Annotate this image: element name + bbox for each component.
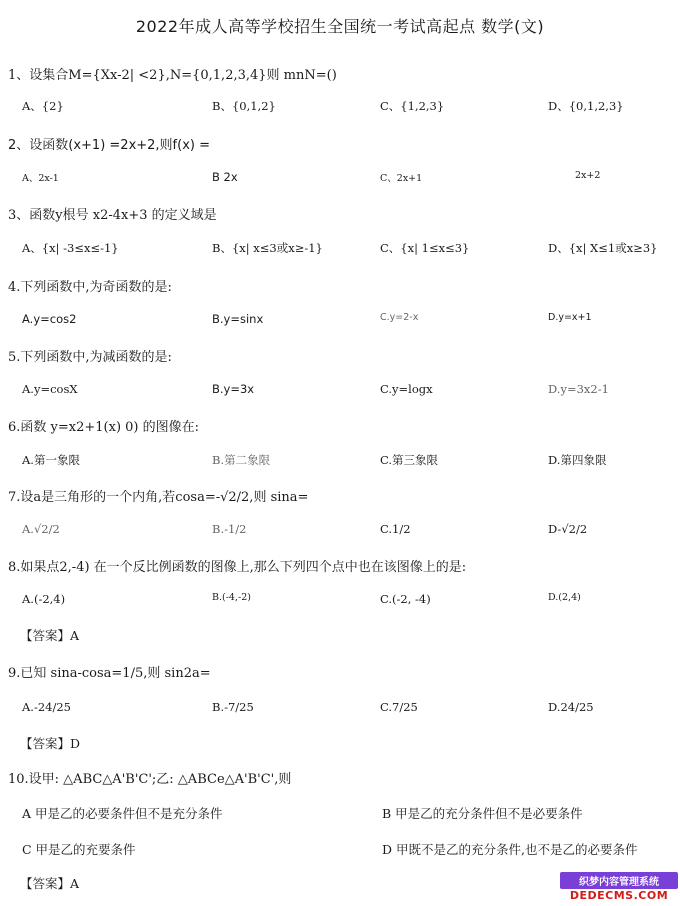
option-a: A.-24/25 (22, 700, 71, 714)
option-c: C.y=2-x (380, 312, 419, 323)
option-a: A、{x| -3≤x≤-1} (22, 241, 119, 255)
option-c: C 甲是乙的充要条件 (22, 842, 136, 857)
watermark-top-text: 织梦内容管理系统 (560, 872, 678, 889)
option-a: A.y=cosX (22, 382, 78, 396)
answer-9: 【答案】D (20, 736, 81, 751)
option-d: D.y=x+1 (548, 312, 592, 323)
option-c: C、2x+1 (380, 173, 423, 184)
option-d: 2x+2 (575, 170, 601, 181)
option-d: D.y=3x2-1 (548, 382, 609, 396)
option-a: A.第一象限 (22, 453, 80, 467)
question-8-stem: 8.如果点2,-4) 在一个反比例函数的图像上,那么下列四个点中也在该图像上的是: (8, 560, 467, 575)
option-d: D、{x| X≤1或x≥3} (548, 241, 658, 255)
option-d: D.(2,4) (548, 592, 581, 603)
option-b: B.y=3x (212, 382, 255, 396)
option-b: B、{x| x≤3或x≥-1} (212, 241, 323, 255)
question-2-stem: 2、设函数(x+1) =2x+2,则f(x) = (8, 138, 210, 153)
option-c: C.y=logx (380, 382, 433, 396)
option-a: A 甲是乙的必要条件但不是充分条件 (22, 806, 223, 821)
option-b: B.y=sinx (212, 312, 264, 326)
option-c: C.(-2, -4) (380, 592, 431, 606)
option-a: A、2x-1 (22, 173, 59, 184)
option-b: B.(-4,-2) (212, 592, 251, 603)
option-d: D-√2/2 (548, 522, 588, 536)
option-c: C.1/2 (380, 522, 411, 536)
answer-8: 【答案】A (20, 628, 80, 643)
option-b: B 2x (212, 170, 238, 184)
option-b: B.-1/2 (212, 522, 247, 536)
question-5-stem: 5.下列函数中,为减函数的是: (8, 350, 172, 365)
page-title: 2022年成人高等学校招生全国统一考试高起点 数学(文) (135, 17, 545, 36)
site-watermark (560, 872, 678, 902)
option-a: A.y=cos2 (22, 312, 77, 326)
question-3-stem: 3、函数y根号 x2-4x+3 的定义域是 (8, 208, 217, 223)
option-d: D、{0,1,2,3} (548, 99, 624, 113)
option-d: D.第四象限 (548, 453, 607, 467)
question-4-stem: 4.下列函数中,为奇函数的是: (8, 280, 172, 295)
option-b: B 甲是乙的充分条件但不是必要条件 (382, 806, 583, 821)
question-1-stem: 1、设集合M={Xx-2| <2},N={0,1,2,3,4}则 mnN=() (8, 68, 337, 83)
answer-10: 【答案】A (20, 876, 80, 891)
option-c: C.第三象限 (380, 453, 439, 467)
watermark-bottom-text: DEDECMS.COM (569, 889, 669, 902)
option-a: A.(-2,4) (22, 592, 66, 606)
question-6-stem: 6.函数 y=x2+1(x) 0) 的图像在: (8, 420, 200, 435)
option-a: A.√2/2 (22, 522, 60, 536)
option-b: B.-7/25 (212, 700, 254, 714)
option-c: C.7/25 (380, 700, 418, 714)
option-c: C、{x| 1≤x≤3} (380, 241, 470, 255)
question-9-stem: 9.已知 sina-cosa=1/5,则 sin2a= (8, 666, 211, 681)
option-c: C、{1,2,3} (380, 99, 445, 113)
option-b: B.第二象限 (212, 453, 271, 467)
option-a: A、{2} (22, 99, 64, 113)
question-10-stem: 10.设甲: △ABC△A'B'C';乙: △ABCe△A'B'C',则 (8, 772, 292, 787)
option-b: B、{0,1,2} (212, 99, 276, 113)
option-d: D.24/25 (548, 700, 594, 714)
option-d: D 甲既不是乙的充分条件,也不是乙的必要条件 (382, 842, 638, 857)
question-7-stem: 7.设a是三角形的一个内角,若cosa=-√2/2,则 sina= (8, 490, 309, 505)
